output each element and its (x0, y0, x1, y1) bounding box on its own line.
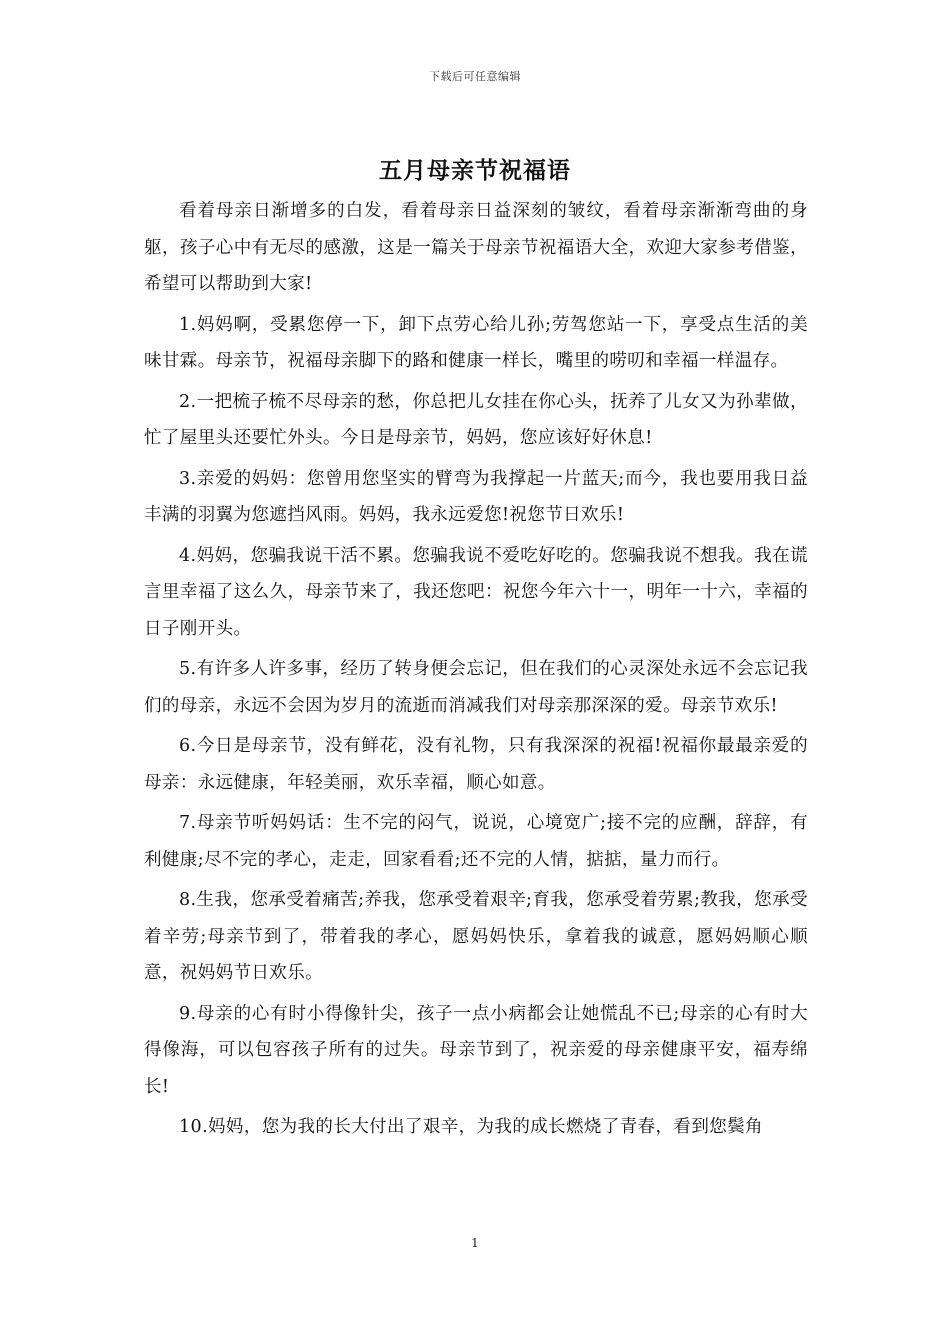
blessing-paragraph-7: 7.母亲节听妈妈话：生不完的闷气，说说，心境宽广;接不完的应酬，辞辞，有利健康;尽不完的孝心，走走，回家看看;还不完的人情，掂掂，量力而行。 (144, 813, 808, 870)
page-number: 1 (471, 1236, 479, 1250)
blessing-paragraph-8: 8.生我，您承受着痛苦;养我，您承受着艰辛;育我，您承受着劳累;教我，您承受着辛劳;母亲节到了，带着我的孝心，愿妈妈快乐，拿着我的诚意，愿妈妈顺心顺意，祝妈妈节日欢乐。 (144, 890, 808, 983)
intro-paragraph: 看着母亲日渐增多的白发，看着母亲日益深刻的皱纹，看着母亲渐渐弯曲的身躯，孩子心中有无尽的感激，这是一篇关于母亲节祝福语大全，欢迎大家参考借鉴，希望可以帮助到大家! (144, 201, 808, 294)
document-title: 五月母亲节祝福语 (379, 157, 571, 184)
document-body (144, 193, 808, 1150)
blessing-paragraph-9: 9.母亲的心有时小得像针尖，孩子一点小病都会让她慌乱不已;母亲的心有时大得像海，可以包容孩子所有的过失。母亲节到了，祝亲爱的母亲健康平安，福寿绵长! (144, 1003, 808, 1097)
blessing-paragraph-10: 10.妈妈，您为我的长大付出了艰辛，为我的成长燃烧了青春，看到您鬓角 (179, 1117, 763, 1137)
blessing-paragraph-3: 3.亲爱的妈妈：您曾用您坚实的臂弯为我撑起一片蓝天;而今，我也要用我日益丰满的羽翼为您遮挡风雨。妈妈，我永远爱您!祝您节日欢乐! (144, 468, 808, 525)
blessing-paragraph-2: 2.一把梳子梳不尽母亲的愁，你总把儿女挂在你心头，抚养了儿女又为孙辈做，忙了屋里头还要忙外头。今日是母亲节，妈妈，您应该好好休息! (144, 391, 808, 448)
blessing-paragraph-1: 1.妈妈啊，受累您停一下，卸下点劳心给儿孙;劳驾您站一下，享受点生活的美味甘霖。母亲节，祝福母亲脚下的路和健康一样长，嘴里的唠叨和幸福一样温存。 (144, 314, 808, 371)
blessing-paragraph-4: 4.妈妈，您骗我说干活不累。您骗我说不爱吃好吃的。您骗我说不想我。我在谎言里幸福了这么久，母亲节来了，我还您吧：祝您今年六十一，明年一十六，幸福的日子刚开头。 (144, 545, 808, 639)
blessing-paragraph-5: 5.有许多人许多事，经历了转身便会忘记，但在我们的心灵深处永远不会忘记我们的母亲，永远不会因为岁月的流逝而消减我们对母亲那深深的爱。母亲节欢乐! (144, 659, 808, 716)
blessing-paragraph-6: 6.今日是母亲节，没有鲜花，没有礼物，只有我深深的祝福!祝福你最最亲爱的母亲：永远健康，年轻美丽，欢乐幸福，顺心如意。 (144, 736, 808, 793)
header-note: 下载后可任意编辑 (429, 70, 521, 83)
